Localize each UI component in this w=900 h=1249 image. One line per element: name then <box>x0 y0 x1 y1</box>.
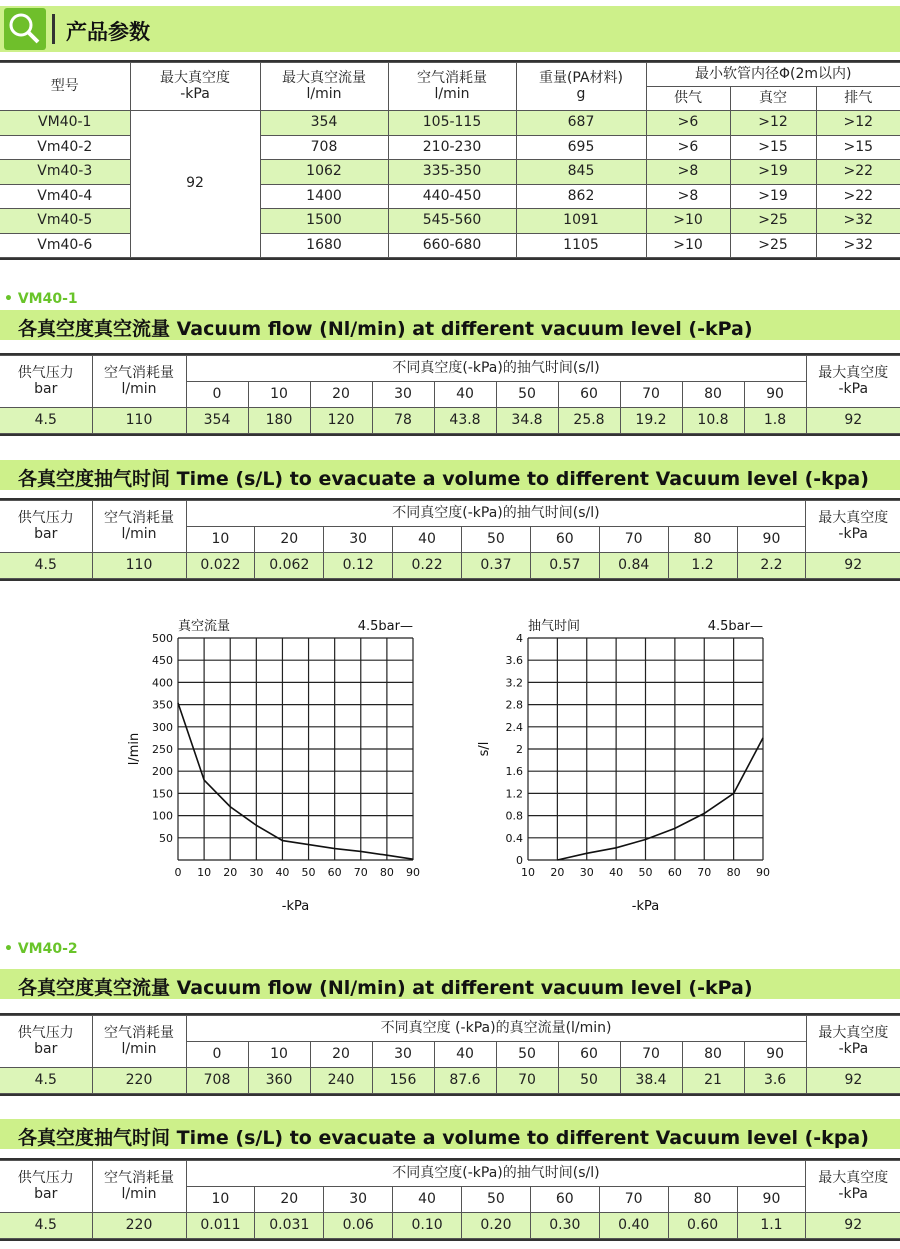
air-cons-label: 空气消耗量 <box>104 510 174 527</box>
table-row <box>0 111 900 136</box>
x-tick-label: 20 <box>550 866 565 879</box>
col-max-flow-label: 最大真空流量 <box>282 70 366 87</box>
chart-legend: 4.5bar— <box>357 619 413 634</box>
kpa-unit: -kPa <box>838 1185 868 1202</box>
air-cell: 220 <box>92 1213 186 1239</box>
model-cell: Vm40-3 <box>0 160 130 185</box>
lmin-unit: l/min <box>121 1040 157 1057</box>
air-cell: 105-115 <box>388 111 516 136</box>
levels-caption: 不同真空度(-kPa)的抽气时间(s/l) <box>186 356 806 382</box>
supply-cell: >8 <box>646 160 730 185</box>
lmin-unit: l/min <box>121 380 157 397</box>
x-tick-label: 30 <box>579 866 594 879</box>
flow-title-1: 各真空度真空流量 Vacuum flow (Nl/min) at different vacuum level (-kPa) <box>18 318 753 340</box>
col-max-flow-unit: l/min <box>306 85 342 102</box>
pressure-cell: 4.5 <box>0 1213 92 1239</box>
max-cell: 92 <box>806 408 900 434</box>
levels-caption: 不同真空度(-kPa)的抽气时间(s/l) <box>186 501 806 527</box>
x-axis-label: -kPa <box>281 899 310 914</box>
model-cell: VM40-1 <box>0 111 130 136</box>
x-tick-label: 10 <box>197 866 212 879</box>
level-header: 90 <box>737 1187 806 1213</box>
data-table <box>0 1160 900 1239</box>
air-cons-header <box>92 501 186 553</box>
x-tick-label: 40 <box>609 866 624 879</box>
y-tick-label: 250 <box>152 743 173 756</box>
value-cell: 10.8 <box>682 408 744 434</box>
level-header: 20 <box>255 1187 324 1213</box>
flow-cell: 1500 <box>260 209 388 234</box>
time-chart <box>470 604 780 914</box>
rule <box>0 1094 900 1096</box>
weight-cell: 1091 <box>516 209 646 234</box>
col-air-unit: l/min <box>434 85 470 102</box>
time-title-2: 各真空度抽气时间 Time (s/L) to evacuate a volume to different Vacuum level (-kpa) <box>18 1127 869 1149</box>
col-vacuum: 真空 <box>730 87 816 111</box>
level-header: 80 <box>682 1042 744 1068</box>
y-tick-label: 100 <box>152 809 173 823</box>
time-band-2 <box>0 1119 900 1149</box>
value-cell: 1.1 <box>737 1213 806 1239</box>
exhaust-cell: >15 <box>816 135 900 160</box>
col-hose: 最小软管内径Φ(2m以内) <box>646 63 900 87</box>
rule <box>0 434 900 436</box>
air-cell: 660-680 <box>388 233 516 258</box>
air-cons-label: 空气消耗量 <box>104 365 174 382</box>
flow-band-2 <box>0 969 900 999</box>
y-tick-label: 300 <box>152 720 173 734</box>
value-cell: 1.8 <box>744 408 806 434</box>
pressure-cell: 4.5 <box>0 553 92 579</box>
x-tick-label: 60 <box>327 866 342 879</box>
y-tick-label: 200 <box>152 765 173 779</box>
lmin-unit: l/min <box>121 525 157 542</box>
value-cell: 25.8 <box>558 408 620 434</box>
magnifier-icon <box>4 8 46 50</box>
y-tick-label: 1.6 <box>505 765 523 779</box>
value-cell: 38.4 <box>620 1068 682 1094</box>
supply-cell: >10 <box>646 233 730 258</box>
level-header: 80 <box>668 1187 737 1213</box>
level-header: 10 <box>186 527 255 553</box>
y-tick-label: 3.6 <box>505 654 523 668</box>
air-cell: 110 <box>92 553 186 579</box>
exhaust-cell: >32 <box>816 209 900 234</box>
vacuum-cell: >25 <box>730 209 816 234</box>
air-cons-header <box>92 1016 186 1068</box>
supply-pressure-label: 供气压力 <box>17 1170 74 1187</box>
col-max-vac-unit: -kPa <box>180 85 210 102</box>
level-header: 70 <box>599 527 668 553</box>
col-max-vac <box>130 63 260 111</box>
level-header: 60 <box>530 527 599 553</box>
value-cell: 354 <box>186 408 248 434</box>
level-header: 20 <box>255 527 324 553</box>
y-tick-label: 50 <box>159 831 173 845</box>
flow-cell: 1400 <box>260 184 388 209</box>
vacuum-cell: >12 <box>730 111 816 136</box>
level-header: 90 <box>737 527 806 553</box>
time-band-1 <box>0 460 900 490</box>
x-tick-label: 80 <box>379 866 394 879</box>
level-header: 60 <box>558 1042 620 1068</box>
rule <box>0 258 900 260</box>
chart-title: 抽气时间 <box>528 619 581 634</box>
max-vac-header <box>806 501 900 553</box>
level-header: 10 <box>248 1042 310 1068</box>
level-header: 40 <box>434 382 496 408</box>
flow-title-2: 各真空度真空流量 Vacuum flow (Nl/min) at different vacuum level (-kPa) <box>18 977 753 999</box>
supply-cell: >8 <box>646 184 730 209</box>
table-row <box>0 553 900 579</box>
level-header: 10 <box>248 382 310 408</box>
value-cell: 0.84 <box>599 553 668 579</box>
max-cell: 92 <box>806 553 900 579</box>
value-cell: 21 <box>682 1068 744 1094</box>
air-cons-label: 空气消耗量 <box>104 1170 174 1187</box>
y-tick-label: 350 <box>152 698 173 712</box>
value-cell: 120 <box>310 408 372 434</box>
level-header: 10 <box>186 1187 255 1213</box>
chart-legend: 4.5bar— <box>707 619 763 634</box>
value-cell: 43.8 <box>434 408 496 434</box>
supply-pressure-label: 供气压力 <box>17 365 74 382</box>
col-weight-unit: g <box>576 85 586 102</box>
bar-unit: bar <box>34 1185 58 1202</box>
kpa-unit: -kPa <box>838 380 869 397</box>
pressure-cell: 4.5 <box>0 1068 92 1094</box>
lmin-unit: l/min <box>121 1185 157 1202</box>
value-cell: 0.062 <box>255 553 324 579</box>
y-tick-label: 3.2 <box>505 676 523 690</box>
max-vac-label: 最大真空度 <box>818 1170 889 1187</box>
value-cell: 2.2 <box>737 553 806 579</box>
supply-cell: >6 <box>646 135 730 160</box>
col-model <box>0 63 130 111</box>
rule <box>0 1239 900 1241</box>
data-table <box>0 500 900 579</box>
value-cell: 0.30 <box>530 1213 599 1239</box>
rule <box>0 579 900 581</box>
level-header: 30 <box>372 1042 434 1068</box>
vacuum-cell: >19 <box>730 160 816 185</box>
level-header: 90 <box>744 382 806 408</box>
value-cell: 0.22 <box>393 553 462 579</box>
y-tick-label: 0.4 <box>505 831 523 845</box>
level-header: 20 <box>310 1042 372 1068</box>
level-header: 60 <box>530 1187 599 1213</box>
max-cell: 92 <box>806 1068 900 1094</box>
air-cons-header <box>92 356 186 408</box>
col-weight-label: 重量(PA材料) <box>538 70 624 87</box>
y-tick-label: 4 <box>516 632 523 645</box>
col-air <box>388 63 516 111</box>
x-tick-label: 90 <box>406 866 420 879</box>
x-tick-label: 90 <box>756 866 770 879</box>
model-cell: Vm40-2 <box>0 135 130 160</box>
air-cell: 220 <box>92 1068 186 1094</box>
level-header: 50 <box>462 1187 531 1213</box>
y-tick-label: 450 <box>152 654 173 668</box>
x-tick-label: 70 <box>353 866 368 879</box>
max-vac-cell: 92 <box>130 111 260 258</box>
flow-chart <box>120 604 430 914</box>
kpa-unit: -kPa <box>838 1040 869 1057</box>
weight-cell: 687 <box>516 111 646 136</box>
y-tick-label: 0.8 <box>505 809 523 823</box>
value-cell: 0.10 <box>393 1213 462 1239</box>
level-header: 80 <box>682 382 744 408</box>
level-header: 40 <box>434 1042 496 1068</box>
y-tick-label: 2 <box>516 743 523 756</box>
air-cell: 210-230 <box>388 135 516 160</box>
max-cell: 92 <box>806 1213 900 1239</box>
flow-cell: 354 <box>260 111 388 136</box>
y-tick-label: 1.2 <box>505 787 523 801</box>
series-line <box>557 738 763 860</box>
max-vac-label: 最大真空度 <box>818 1025 889 1042</box>
value-cell: 0.40 <box>599 1213 668 1239</box>
supply-pressure-header <box>0 501 92 553</box>
y-axis-label: l/min <box>127 732 142 766</box>
level-header: 70 <box>599 1187 668 1213</box>
exhaust-cell: >32 <box>816 233 900 258</box>
exhaust-cell: >22 <box>816 160 900 185</box>
col-max-vac-label: 最大真空度 <box>160 70 230 87</box>
col-weight <box>516 63 646 111</box>
y-tick-label: 2.4 <box>505 720 523 734</box>
supply-pressure-header <box>0 1016 92 1068</box>
levels-caption: 不同真空度(-kPa)的抽气时间(s/l) <box>186 1161 806 1187</box>
y-tick-label: 2.8 <box>505 698 523 712</box>
value-cell: 70 <box>496 1068 558 1094</box>
air-cons-label: 空气消耗量 <box>104 1025 174 1042</box>
levels-caption: 不同真空度 (-kPa)的真空流量(l/min) <box>186 1016 806 1042</box>
weight-cell: 695 <box>516 135 646 160</box>
exhaust-cell: >22 <box>816 184 900 209</box>
value-cell: 360 <box>248 1068 310 1094</box>
flow-cell: 708 <box>260 135 388 160</box>
air-cell: 545-560 <box>388 209 516 234</box>
air-cell: 440-450 <box>388 184 516 209</box>
max-vac-header <box>806 356 900 408</box>
value-cell: 3.6 <box>744 1068 806 1094</box>
level-header: 90 <box>744 1042 806 1068</box>
air-cons-header <box>92 1161 186 1213</box>
level-header: 30 <box>324 1187 393 1213</box>
supply-pressure-label: 供气压力 <box>17 1025 74 1042</box>
x-tick-label: 60 <box>667 866 682 879</box>
value-cell: 240 <box>310 1068 372 1094</box>
table-row <box>0 1068 900 1094</box>
value-cell: 19.2 <box>620 408 682 434</box>
col-model-label: 型号 <box>50 77 79 94</box>
supply-pressure-label: 供气压力 <box>17 510 74 527</box>
model-cell: Vm40-5 <box>0 209 130 234</box>
level-header: 70 <box>620 1042 682 1068</box>
section-label-vm40-2: • VM40-2 <box>4 941 78 957</box>
model-cell: Vm40-4 <box>0 184 130 209</box>
bar-unit: bar <box>34 380 58 397</box>
vacuum-cell: >15 <box>730 135 816 160</box>
x-tick-label: 10 <box>521 866 535 879</box>
x-tick-label: 50 <box>638 866 653 879</box>
value-cell: 0.57 <box>530 553 599 579</box>
vacuum-cell: >25 <box>730 233 816 258</box>
level-header: 40 <box>393 1187 462 1213</box>
flow-band-1 <box>0 310 900 340</box>
value-cell: 156 <box>372 1068 434 1094</box>
max-vac-header <box>806 1161 900 1213</box>
value-cell: 34.8 <box>496 408 558 434</box>
max-vac-label: 最大真空度 <box>818 510 889 527</box>
level-header: 0 <box>186 1042 248 1068</box>
table-row <box>0 1213 900 1239</box>
x-tick-label: 20 <box>223 866 238 879</box>
level-header: 80 <box>668 527 737 553</box>
level-header: 40 <box>393 527 462 553</box>
col-max-flow <box>260 63 388 111</box>
supply-pressure-header <box>0 1161 92 1213</box>
time-title-1: 各真空度抽气时间 Time (s/L) to evacuate a volume to different Vacuum level (-kpa) <box>18 468 869 490</box>
value-cell: 708 <box>186 1068 248 1094</box>
data-table <box>0 355 900 434</box>
x-tick-label: 40 <box>275 866 290 879</box>
col-supply: 供气 <box>646 87 730 111</box>
value-cell: 0.12 <box>324 553 393 579</box>
pressure-cell: 4.5 <box>0 408 92 434</box>
max-vac-header <box>806 1016 900 1068</box>
section-header <box>0 6 900 52</box>
flow-cell: 1062 <box>260 160 388 185</box>
supply-cell: >6 <box>646 111 730 136</box>
value-cell: 1.2 <box>668 553 737 579</box>
y-tick-label: 150 <box>152 787 173 801</box>
value-cell: 0.20 <box>462 1213 531 1239</box>
level-header: 70 <box>620 382 682 408</box>
level-header: 60 <box>558 382 620 408</box>
supply-pressure-header <box>0 356 92 408</box>
air-cell: 110 <box>92 408 186 434</box>
weight-cell: 1105 <box>516 233 646 258</box>
kpa-unit: -kPa <box>838 525 868 542</box>
x-axis-label: -kPa <box>631 899 660 914</box>
level-header: 0 <box>186 382 248 408</box>
bar-unit: bar <box>34 1040 58 1057</box>
level-header: 20 <box>310 382 372 408</box>
vacuum-cell: >19 <box>730 184 816 209</box>
y-axis-label: s/l <box>477 741 492 757</box>
flow-cell: 1680 <box>260 233 388 258</box>
exhaust-cell: >12 <box>816 111 900 136</box>
data-table <box>0 1015 900 1094</box>
level-header: 30 <box>324 527 393 553</box>
x-tick-label: 30 <box>249 866 264 879</box>
value-cell: 0.011 <box>186 1213 255 1239</box>
section-label-vm40-1: • VM40-1 <box>4 291 78 307</box>
level-header: 50 <box>496 1042 558 1068</box>
col-air-label: 空气消耗量 <box>417 70 487 87</box>
value-cell: 87.6 <box>434 1068 496 1094</box>
col-exhaust: 排气 <box>816 87 900 111</box>
y-tick-label: 400 <box>152 676 173 690</box>
page-title: 产品参数 <box>66 20 150 44</box>
value-cell: 0.031 <box>255 1213 324 1239</box>
x-tick-label: 0 <box>174 866 182 879</box>
weight-cell: 862 <box>516 184 646 209</box>
header-divider <box>52 14 55 44</box>
x-tick-label: 70 <box>697 866 712 879</box>
value-cell: 0.37 <box>462 553 531 579</box>
supply-cell: >10 <box>646 209 730 234</box>
y-tick-label: 500 <box>152 632 173 645</box>
value-cell: 0.022 <box>186 553 255 579</box>
weight-cell: 845 <box>516 160 646 185</box>
x-tick-label: 50 <box>301 866 316 879</box>
table-row <box>0 408 900 434</box>
level-header: 50 <box>462 527 531 553</box>
air-cell: 335-350 <box>388 160 516 185</box>
value-cell: 50 <box>558 1068 620 1094</box>
x-tick-label: 80 <box>726 866 741 879</box>
value-cell: 78 <box>372 408 434 434</box>
params-table <box>0 62 900 258</box>
bar-unit: bar <box>34 525 58 542</box>
max-vac-label: 最大真空度 <box>818 365 889 382</box>
value-cell: 180 <box>248 408 310 434</box>
level-header: 30 <box>372 382 434 408</box>
value-cell: 0.06 <box>324 1213 393 1239</box>
chart-title: 真空流量 <box>178 619 231 634</box>
level-header: 50 <box>496 382 558 408</box>
model-cell: Vm40-6 <box>0 233 130 258</box>
value-cell: 0.60 <box>668 1213 737 1239</box>
y-tick-label: 0 <box>516 854 523 867</box>
